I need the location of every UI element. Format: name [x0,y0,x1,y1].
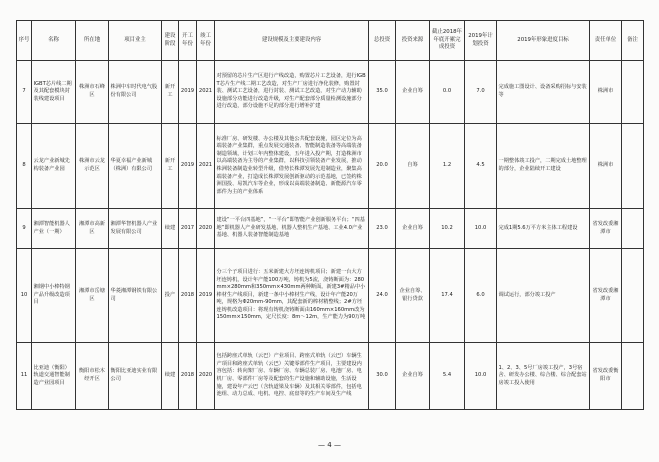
cell-name: 云龙产业新城先构装备产业园 [32,124,76,209]
cell-phase: 新开工 [162,124,179,209]
cell-start-year: 2018 [179,343,197,410]
cell-end-year: 2020 [197,343,215,410]
cell-scope: 包括跨座式单轨（云巴）产业项目、跨座式单轨（云巴）车辆生产项目和跨座式单轨（云巴）关键零部件生产项目，主要建设内容包括：转向架厂房、车辆厂房、车辆总装厂房、电池厂房、电机厂房、零部件厂房等及配套的生产设施和辅助设施，生活设施，建设年产云巴（含轨道梁及车辆）及其相关零部件，包括电池组、动力总成、电机、电控、底盘等的生产车间及生产线 [215,343,369,410]
header-scope: 建设规模及主要建设内容 [215,21,369,61]
header-remark: 备注 [622,21,644,61]
cell-done-2018: 1.2 [430,124,465,209]
cell-start-year: 2017 [179,209,197,249]
cell-phase: 投产 [162,249,179,343]
cell-plan-2019: 4.5 [465,124,497,209]
cell-target-2019: 完成施工图设计、设备采购招标与安装等 [497,61,590,124]
cell-end-year: 2021 [197,124,215,209]
cell-done-2018: 0.0 [430,61,465,124]
cell-owner: 株洲中车时代电气股份有限公司 [109,61,162,124]
table-row [17,343,644,410]
cell-location: 湘潭市岳塘区 [76,249,109,343]
cell-total-invest: 30.0 [369,343,396,410]
cell-phase: 新开工 [162,61,179,124]
header-location: 所在地 [76,21,109,61]
cell-source: 企业自筹 [396,61,430,124]
cell-plan-2019: 7.0 [465,61,497,124]
cell-resp-unit: 株洲市 [590,124,622,209]
header-start-year: 开工年份 [179,21,197,61]
cell-owner: 华夏幸福产业新城（株洲）有限公司 [109,124,162,209]
cell-plan-2019: 10.0 [465,343,497,410]
cell-owner: 衡阳比亚迪实业有限公司 [109,343,162,410]
cell-location: 株洲市云龙示范区 [76,124,109,209]
header-end-year: 竣工年份 [197,21,215,61]
cell-phase: 续建 [162,209,179,249]
cell-end-year: 2019 [197,249,215,343]
cell-remark [622,124,644,209]
cell-remark [622,249,644,343]
cell-name: 湘钢中小棒特钢产品升级改造项目 [32,249,76,343]
table-row [17,61,644,124]
cell-scope: 标准厂房、研发楼、办公楼及其他公共配套设施，园区定位为高端装备产业集群，重点发展交通装备、智能制造装备等高端装备制造领域，计划三年内整体建设，五年进入投产期，打造株洲市以高端装备为主导的产业集群，以科技引领装备产业发展，推动株洲装备制造业转型升级，借势长株潭发展先进制造业，聚集高端装备产业，打造成长株潭发展创新驱动的示范基地，已签约株洲国投、易凯汽车等企业，形成以高端装备制造、新能源汽车零部件为主的产业体系 [215,124,369,209]
cell-seq: 8 [17,124,32,209]
cell-resp-unit: 省发改委湘潭市 [590,209,622,249]
cell-location: 湘潭市高新区 [76,209,109,249]
cell-remark [622,61,644,124]
cell-done-2018: 10.2 [430,209,465,249]
header-owner: 项目业主 [109,21,162,61]
cell-target-2019: 调试运行，部分竣工投产 [497,249,590,343]
header-total-invest: 总投资 [369,21,396,61]
cell-name: 比亚迪（衡阳）轨道交通智能制造产业园项目 [32,343,76,410]
cell-remark [622,209,644,249]
cell-scope: 建设“一平台四基地”，“一平台”即智能产业创新服务平台；“四基地”即机器人产业研发基地、机器人整机生产基地、工业4.0产业基地、机器人装备智能制造基地 [215,209,369,249]
header-seq: 序号 [17,21,32,61]
cell-scope: 分三个子项目进行：五米新建大方坯连铸机项目；新建一台大方坯连铸机，设计年产能100万吨，铸机为5流，浇铸断面为：280mm×280mm和350mm×430mm两种断面。新建3#精品中小棒材生产线项目，新建一条中小棒材生产线，设计年产能20万吨，规格为Φ20mm-90mm，其配套新的棒材精整线；2#方坯连铸机改造项目：将现有铸机浇铸断面由160mm×160mm改为150mm×150mm，定尺长度：8m～12m，生产能力为90万吨 [215,249,369,343]
header-row [17,21,644,61]
cell-target-2019: 1、2、3、5号厂房竣工投产，3号宿舍、研发办公楼、综合楼、综合配套站房竣工投入使用 [497,343,590,410]
cell-start-year: 2019 [179,124,197,209]
cell-target-2019: 完成1期5.6万平方米主体工程建设 [497,209,590,249]
cell-name: IGBT芯片线二期及其配套模块封装线建设项目 [32,61,76,124]
cell-owner: 湘潭华智机器人产业发展有限公司 [109,209,162,249]
cell-scope: 对预留的芯片生产区进行产线改造，购置芯片工艺设备，进行IGBT芯片生产线二期工艺改造，对生产厂房进行净化装修，购置封装、测试工艺设备，进行封装、测试工艺改造，对生产动力辅助设施部分功能进行改造升级，对生产配套部分质量检测设施部分进行改造，部分设施不足的部分进行增补扩建 [215,61,369,124]
cell-total-invest: 24.0 [369,249,396,343]
cell-target-2019: 一期整体竣工投产，二期完成土地整理的部分，企业陆续开工建设 [497,124,590,209]
cell-location: 衡阳市松木经开区 [76,343,109,410]
cell-end-year: 2021 [197,61,215,124]
header-name: 名称 [32,21,76,61]
cell-total-invest: 23.0 [369,209,396,249]
project-table [16,20,644,410]
cell-done-2018: 5.4 [430,343,465,410]
cell-source: 企业自筹 [396,209,430,249]
cell-total-invest: 35.0 [369,61,396,124]
cell-seq: 7 [17,61,32,124]
header-done-2018: 截止2018年年底开累完成投资 [430,21,465,61]
table-row [17,124,644,209]
cell-done-2018: 17.4 [430,249,465,343]
cell-owner: 华菱湘潭钢铁有限公司 [109,249,162,343]
cell-start-year: 2019 [179,61,197,124]
cell-seq: 11 [17,343,32,410]
cell-total-invest: 20.0 [369,124,396,209]
cell-start-year: 2018 [179,249,197,343]
cell-name: 湘潭智能机器人产业（一期） [32,209,76,249]
page-number: — 4 — [318,441,341,449]
cell-plan-2019: 6.0 [465,249,497,343]
table-row [17,249,644,343]
cell-plan-2019: 10.0 [465,209,497,249]
cell-seq: 10 [17,249,32,343]
header-plan-2019: 2019年计划投资 [465,21,497,61]
header-phase: 建设阶段 [162,21,179,61]
cell-resp-unit: 省发改委衡阳市 [590,343,622,410]
cell-remark [622,343,644,410]
cell-source: 自筹 [396,124,430,209]
cell-location: 株洲市石峰区 [76,61,109,124]
cell-source: 企业自筹、银行贷款 [396,249,430,343]
header-target-2019: 2019年形象进度目标 [497,21,590,61]
table-row [17,209,644,249]
cell-resp-unit: 株洲市 [590,61,622,124]
cell-end-year: 2020 [197,209,215,249]
cell-seq: 9 [17,209,32,249]
cell-resp-unit: 省发改委湘潭市 [590,249,622,343]
header-resp-unit: 责任单位 [590,21,622,61]
cell-phase: 续建 [162,343,179,410]
cell-source: 企业自筹 [396,343,430,410]
header-source: 投资来源 [396,21,430,61]
